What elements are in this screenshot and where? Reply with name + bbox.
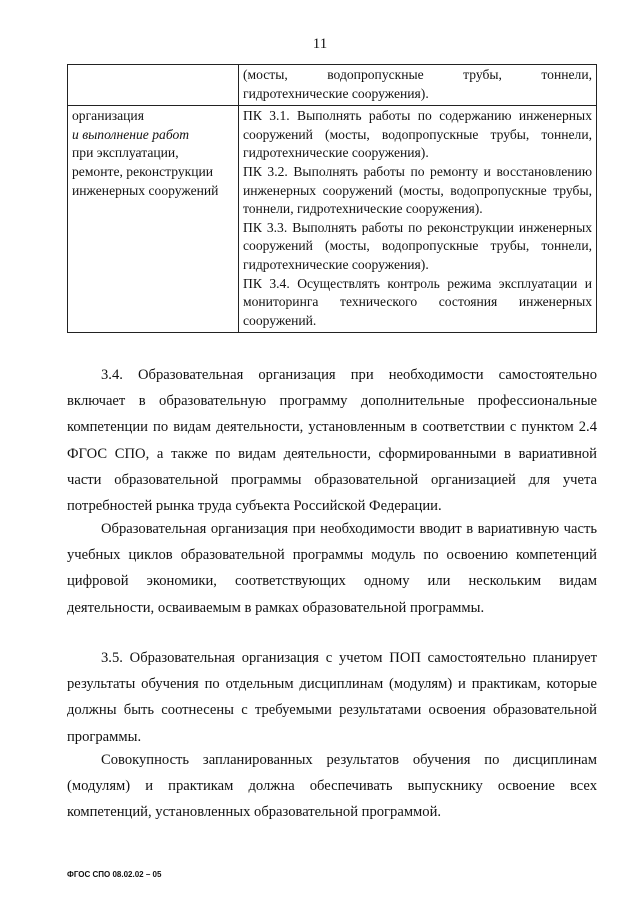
table-cell-empty <box>68 65 239 106</box>
table-row <box>68 65 597 106</box>
activity-line: при эксплуатации, <box>72 145 179 161</box>
footer-doc-code: ФГОС СПО 08.02.02 – 05 <box>67 870 162 879</box>
paragraph-results-total: Совокупность запланированных результатов обучения по дисциплинам (модулям) и практикам должна обеспечивать выпускнику освоение всех компетенций, установленных образовательной программой. <box>67 752 597 821</box>
competency-table <box>67 64 597 333</box>
activity-type-cell <box>68 106 239 333</box>
activity-line: организация <box>72 108 144 124</box>
competency-pk-3-1: ПК 3.1. Выполнять работы по содержанию инженерных сооружений (мосты, водопропускные трубы, тоннели, гидротехнические сооружения). <box>243 108 592 161</box>
competencies-cell <box>239 106 597 333</box>
competency-pk-3-4: ПК 3.4. Осуществлять контроль режима эксплуатации и мониторинга технического состояния инженерных сооружений. <box>243 275 592 328</box>
paragraph-3-4: 3.4. Образовательная организация при необходимости самостоятельно включает в образовательную программу дополнительные профессиональные компетенции по видам деятельности, установленным в соответствии с пунктом 2.4 ФГОС СПО, а также по видам деятельности, сформированными в вариативной части образовательной программы образовательной организацией для учета потребностей рынка труда субъекта Российской Федерации. <box>67 367 597 515</box>
table-row <box>68 106 597 333</box>
page-number: 11 <box>312 36 328 52</box>
competency-pk-3-2: ПК 3.2. Выполнять работы по ремонту и восстановлению инженерных сооружений (мосты, водопропускные трубы, тоннели, гидротехнические сооружения). <box>243 163 592 217</box>
competency-pk-3-3: ПК 3.3. Выполнять работы по реконструкции инженерных сооружений (мосты, водопропускные трубы, тоннели, гидротехнические сооружения). <box>243 219 592 272</box>
activity-line: ремонте, реконструкции <box>72 163 214 179</box>
paragraph-3-5: 3.5. Образовательная организация с учетом ПОП самостоятельно планирует результаты обучения по отдельным дисциплинам (модулям) и практикам, которые должны быть соотнесены с требуемыми результатами освоения образовательной программы. <box>67 650 597 745</box>
table-cell-continuation: (мосты, водопропускные трубы, тоннели, гидротехнические сооружения). <box>239 65 597 106</box>
activity-line: инженерных сооружений <box>72 182 219 198</box>
paragraph-digital-economy: Образовательная организация при необходимости вводит в вариативную часть учебных циклов образовательной программы модуль по освоению компетенций цифровой экономики, соответствующих одному или нескольким видам деятельности, осваиваемым в рамках образовательной программы. <box>67 521 597 616</box>
activity-line: и выполнение работ <box>72 126 190 142</box>
